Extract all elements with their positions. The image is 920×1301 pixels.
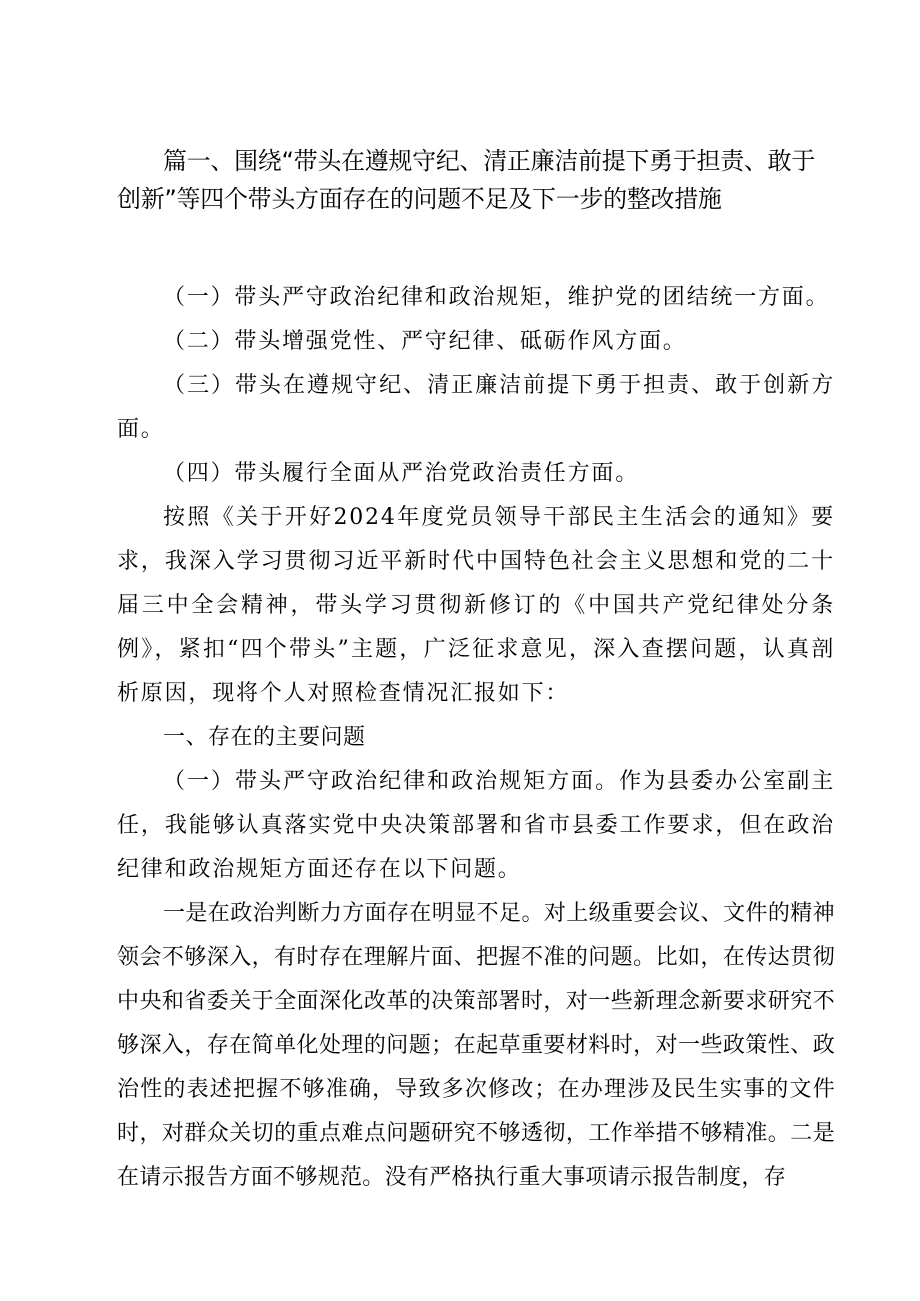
section-intro-paragraph: （一）带头严守政治纪律和政治规矩方面。作为县委办公室副主任，我能够认真落实党中央决策部署和省市县委工作要求，但在政治纪律和政治规矩方面还存在以下问题。 [117,769,835,882]
problem-paragraph: 一是在政治判断力方面存在明显不足。对上级重要会议、文件的精神领会不够深入，有时存在理解片面、把握不准的问题。比如，在传达贯彻中央和省委关于全面深化改革的决策部署时，对一些新理念新要求研究不够深入，存在简单化处理的问题；在起草重要材料时，对一些政策性、政治性的表述把握不够准确，导致多次修改；在办理涉及民生实事的文件时，对群众关切的重点难点问题研究不够透彻，工作举措不够精准。二是在请示报告方面不够规范。没有严格执行重大事项请示报告制度，存 [117,901,835,1190]
section-heading: 一、存在的主要问题 [163,725,366,750]
document-title: 篇一、围绕“带头在遵规守纪、清正廉洁前提下勇于担责、敢于创新”等四个带头方面存在的问题不足及下一步的整改措施 [117,147,816,213]
document-body [117,276,835,1200]
outline-item-1: （一）带头严守政治纪律和政治规矩，维护党的团结统一方面。 [163,285,830,310]
intro-paragraph: 按照《关于开好2024年度党员领导干部民主生活会的通知》要求，我深入学习贯彻习近平新时代中国特色社会主义思想和党的二十届三中全会精神，带头学习贯彻新修订的《中国共产党纪律处分条例》，紧扣“四个带头”主题，广泛征求意见，深入查摆问题，认真剖析原因，现将个人对照检查情况汇报如下： [117,505,835,706]
outline-item-2: （二）带头增强党性、严守纪律、砥砺作风方面。 [163,329,687,354]
outline-item-3: （三）带头在遵规守纪、清正廉洁前提下勇于担责、敢于创新方面。 [117,373,835,442]
outline-item-4: （四）带头履行全面从严治党政治责任方面。 [163,461,640,486]
